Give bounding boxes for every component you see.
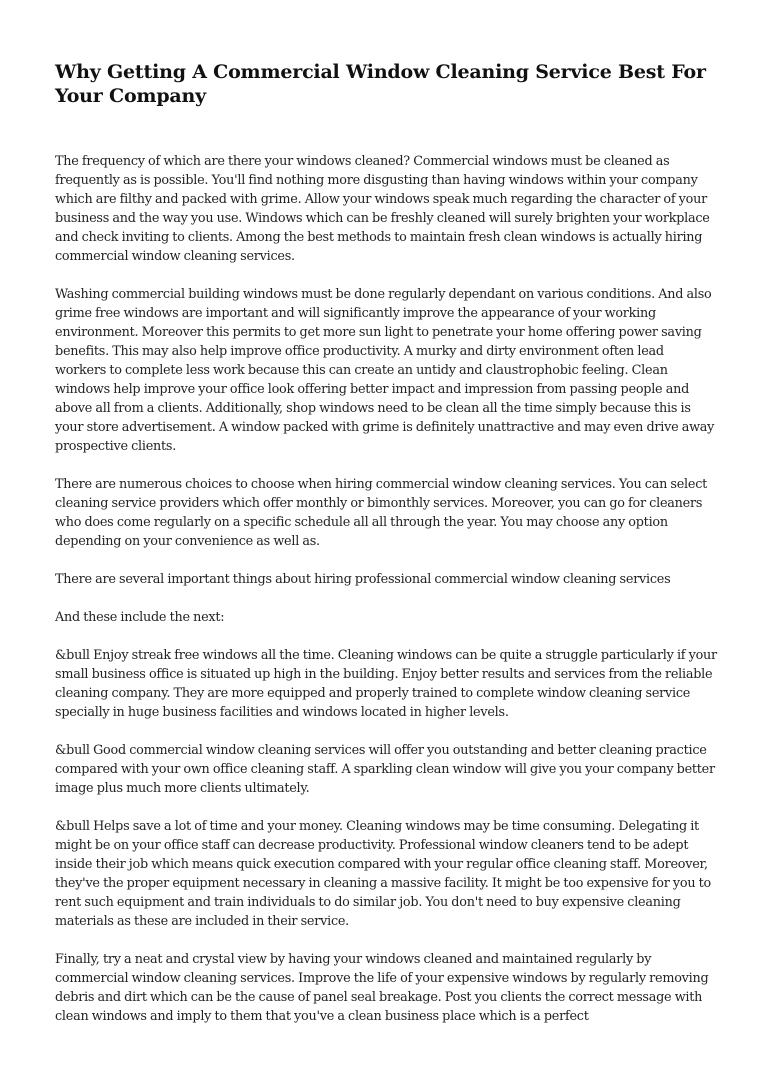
paragraph-bullet-save-time: &bull Helps save a lot of time and your money. Cleaning windows may be time consuming. Delegating it might be on your office staff can decrease productivity. Professional window cleaners tend to be adept inside their job which means quick execution compared with your regular office cleaning staff. Moreover, they've the proper equipment necessary in cleaning a massive facility. It might be too expensive for you to rent such equipment and train individuals to do similar job. You don't need to buy expensive cleaning materials as these are included in their service.	[55, 819, 712, 929]
paragraph-washing: Washing commercial building windows must be done regularly dependant on various conditions. And also grime free windows are important and will significantly improve the appearance of your working environment. Moreover this permits to get more sun light to penetrate your home offering power saving benefits. This may also help improve office productivity. A murky and dirty environment often lead workers to complete less work because this can create an untidy and claustrophobic feeling. Clean windows help improve your office look offering better impact and impression from passing people and above all from a clients. Additionally, shop windows need to be clean all the time simply because this is your store advertisement. A window packed with grime is definitely unattractive and may even drive away prospective clients.	[55, 287, 715, 454]
document-title: Why Getting A Commercial Window Cleaning Service Best For Your Company	[55, 61, 706, 107]
paragraph-choices: There are numerous choices to choose when hiring commercial window cleaning services. You can select cleaning service providers which offer monthly or bimonthly services. Moreover, you can go for cleaners who does come regularly on a specific schedule all all through the year. You may choose any option depending on your convenience as well as.	[55, 477, 708, 549]
paragraph-include: And these include the next:	[55, 610, 225, 625]
paragraph-bullet-good-services: &bull Good commercial window cleaning services will offer you outstanding and better cleaning practice compared with your own office cleaning staff. A sparkling clean window will give you your company better image plus much more clients ultimately.	[55, 743, 715, 796]
document-page	[55, 60, 717, 1045]
paragraph-bullet-streak-free: &bull Enjoy streak free windows all the time. Cleaning windows can be quite a struggle particularly if your small business office is situated up high in the building. Enjoy better results and services from the reliable cleaning company. They are more equipped and properly trained to complete window cleaning service specially in huge business facilities and windows located in higher levels.	[55, 648, 717, 720]
paragraph-benefits-intro: There are several important things about hiring professional commercial window cleaning services	[55, 572, 671, 587]
paragraph-intro: The frequency of which are there your windows cleaned? Commercial windows must be cleaned as frequently as is possible. You'll find nothing more disgusting than having windows within your company which are filthy and packed with grime. Allow your windows speak much regarding the character of your business and the way you use. Windows which can be freshly cleaned will surely brighten your workplace and check inviting to clients. Among the best methods to maintain fresh clean windows is actually hiring commercial window cleaning services.	[55, 154, 710, 264]
paragraph-finally: Finally, try a neat and crystal view by having your windows cleaned and maintained regularly by commercial window cleaning services. Improve the life of your expensive windows by regularly removing debris and dirt which can be the cause of panel seal breakage. Post you clients the correct message with clean windows and imply to them that you've a clean business place which is a perfect	[55, 952, 709, 1024]
